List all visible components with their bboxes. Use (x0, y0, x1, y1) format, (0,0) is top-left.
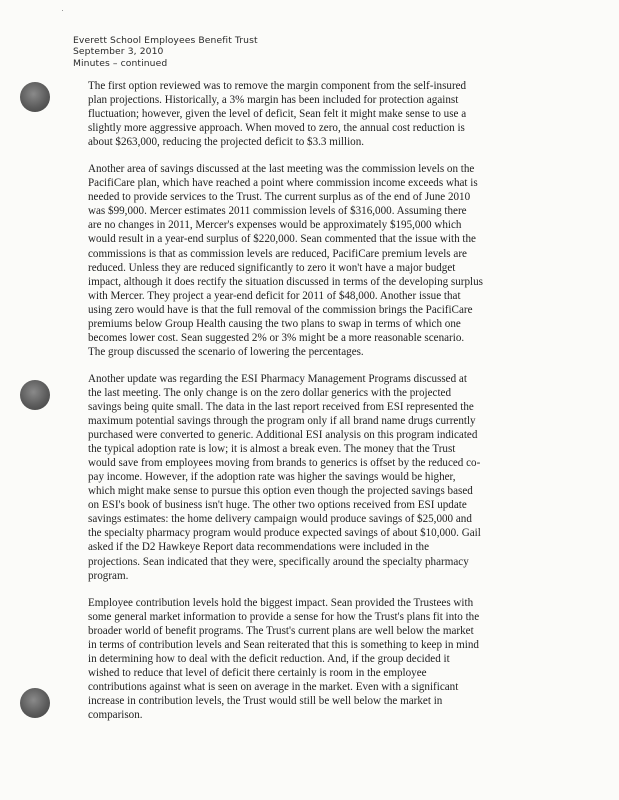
paragraph-line: the typical adoption rate is low; it is almost a break even. The money that the Trust (88, 443, 456, 456)
paragraph-line: program. (88, 569, 129, 582)
paragraph-line: purchased were converted to generic. Additional ESI analysis on this program indicated (88, 429, 478, 442)
paragraph-line: PacifiCare plan, which have reached a point where commission income exceeds what is (88, 177, 478, 190)
paragraph-line: on ESI's book of business isn't huge. The other two options received from ESI update (88, 499, 467, 512)
paragraph-line: Employee contribution levels hold the biggest impact. Sean provided the Trustees with (88, 596, 474, 609)
paragraph-line: the last meeting. The only change is on the zero dollar generics with the projected (88, 386, 451, 399)
paragraph-line: reduced. Unless they are reduced significantly to zero it won't have a major budget (88, 261, 456, 274)
paragraph (88, 596, 546, 722)
punch-hole-bottom (20, 688, 50, 718)
header-org: Everett School Employees Benefit Trust (73, 35, 258, 46)
paragraph-line: asked if the D2 Hawkeye Report data recommendations were included in the (88, 541, 430, 554)
paragraph (88, 372, 546, 583)
page-header (73, 35, 258, 69)
paragraph-line: becomes lower cost. Sean suggested 2% or 3% might be a more reasonable scenario. (88, 331, 465, 344)
paragraph-line: slightly more aggressive approach. When moved to zero, the annual cost reduction is (88, 122, 465, 135)
paragraph-line: savings estimates: the home delivery campaign would produce savings of $25,000 and (88, 513, 472, 526)
paragraph-line: commissions is that as commission levels are reduced, PacifiCare premium levels are (88, 247, 467, 260)
paragraph-line: would save from employees moving from brands to generics is offset by the reduced co- (88, 457, 481, 470)
header-date: September 3, 2010 (73, 46, 164, 58)
paragraph-line: the specialty pharmacy program would produce expected savings of about $10,000. Gail (88, 527, 481, 540)
minutes-body (88, 79, 546, 735)
paragraph-line: Another update was regarding the ESI Pharmacy Management Programs discussed at (88, 372, 467, 385)
paragraph-line: The group discussed the scenario of lowering the percentages. (88, 345, 364, 358)
paragraph-line: using zero would have is that the full removal of the commission brings the PacifiCare (88, 303, 473, 316)
paragraph-line: would result in a year-end surplus of $220,000. Sean commented that the issue with the (88, 233, 476, 246)
paragraph-line: projections. Sean indicated that they were, specifically around the specialty pharmacy (88, 555, 469, 568)
paragraph-line: was $99,000. Mercer estimates 2011 commission levels of $316,000. Assuming there (88, 205, 467, 218)
paragraph-line: are no changes in 2011, Mercer's expenses would be approximately $195,000 which (88, 219, 462, 232)
punch-hole-middle (20, 380, 50, 410)
paragraph-line: Another area of savings discussed at the last meeting was the commission levels on the (88, 163, 475, 176)
paragraph-line: which might make sense to pursue this option even though the projected savings based (88, 485, 473, 498)
paragraph-line: plan projections. Historically, a 3% margin has been included for protection against (88, 94, 459, 107)
paragraph-line: contributions against what is seen on average in the market. Even with a significant (88, 680, 459, 693)
paragraph-line: maximum potential savings through the program only if all brand name drugs currently (88, 415, 476, 428)
paragraph-line: increase in contribution levels, the Trust would still be well below the market in (88, 694, 443, 707)
paragraph-line: with Mercer. They project a year-end deficit for 2011 of $48,000. Another issue that (88, 289, 461, 302)
paragraph-line: The first option reviewed was to remove the margin component from the self-insured (88, 80, 467, 92)
header-subtitle: Minutes – continued (73, 57, 168, 69)
paragraph (88, 79, 546, 149)
paragraph-line: in determining how to deal with the deficit reduction. And, if the group decided it (88, 652, 450, 665)
paragraph-line: premiums below Group Health causing the two plans to swap in terms of which one (88, 317, 461, 330)
paragraph-line: impact, although it does rectify the situation discussed in terms of the developing surplus (88, 275, 483, 288)
paragraph-line: savings being quite small. The data in the last report received from ESI represented the (88, 400, 474, 413)
paragraph-line: pay income. However, if the adoption rate was higher the savings would be higher, (88, 471, 456, 484)
paragraph-line: comparison. (88, 708, 143, 721)
paragraph-line: in terms of contribution levels and Sean reiterated that this is something to keep in mind (88, 638, 479, 651)
paragraph-line: wished to reduce that level of deficit there certainly is room in the employee (88, 666, 427, 679)
paragraph-line: broader world of benefit programs. The Trust's current plans are well below the market (88, 624, 474, 637)
paragraph-line: some general market information to provide a sense for how the Trust's plans fit into the (88, 610, 480, 623)
paragraph-line: about $263,000, reducing the projected deficit to $3.3 million. (88, 136, 365, 149)
paragraph (88, 162, 546, 359)
punch-hole-top (20, 82, 50, 112)
scan-speck (62, 10, 63, 11)
paragraph-line: fluctuation; however, given the level of deficit, Sean felt it might make sense to use a (88, 108, 467, 121)
paragraph-line: needed to provide services to the Trust. The current surplus as of the end of June 2010 (88, 191, 471, 204)
